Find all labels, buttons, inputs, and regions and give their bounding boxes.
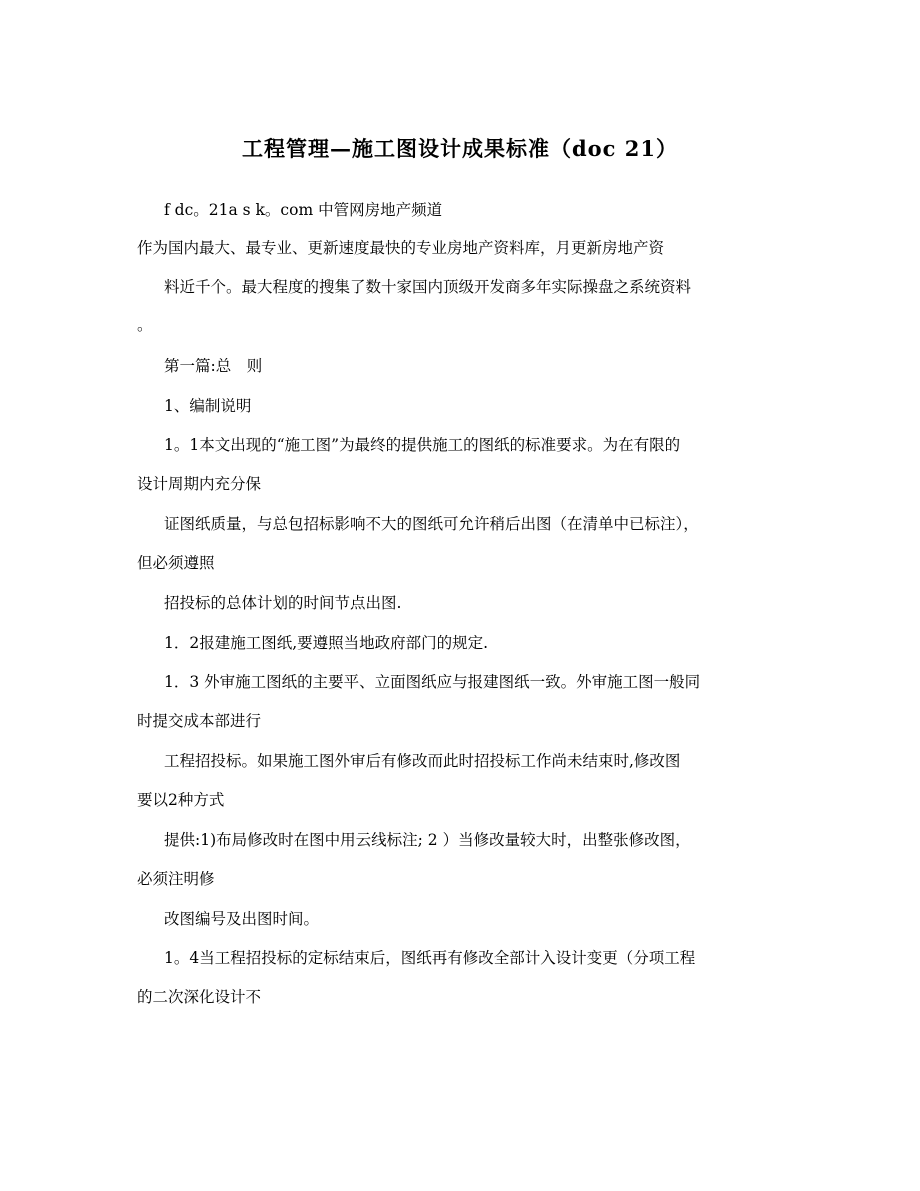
text-line: 要以2种方式 [137,791,225,809]
text-line: 作为国内最大、最专业、更新速度最快的专业房地产资料库，月更新房地产资 [137,239,665,257]
document-title: 工程管理—施工图设计成果标准（doc 21） [241,136,678,161]
text-line: 改图编号及出图时间。 [164,910,320,928]
text-line: f dc。21a s k。com 中管网房地产频道 [164,201,443,219]
text-line: 1、编制说明 [164,397,252,415]
text-line: 1。1本文出现的“施工图”为最终的提供施工的图纸的标准要求。为在有限的 [164,436,681,454]
text-line: 。 [137,316,153,334]
text-line: 的二次深化设计不 [137,988,262,1006]
text-line: 时提交成本部进行 [137,712,262,730]
text-line: 1．3 外审施工图纸的主要平、立面图纸应与报建图纸一致。外审施工图一般同 [164,673,701,691]
text-line: 1．2报建施工图纸,要遵照当地政府部门的规定. [164,634,489,652]
text-line: 工程招投标。如果施工图外审后有修改而此时招投标工作尚未结束时,修改图 [164,752,681,770]
text-line: 1。4当工程招投标的定标结束后，图纸再有修改全部计入设计变更（分项工程 [164,949,696,967]
text-line: 料近千个。最大程度的搜集了数十家国内顶级开发商多年实际操盘之系统资料 [164,278,692,296]
text-line: 必须注明修 [137,870,215,888]
text-line: 提供:1)布局修改时在图中用云线标注; 2 ）当修改量较大时，出整张修改图， [164,831,691,849]
text-line: 证图纸质量，与总包招标影响不大的图纸可允许稍后出图（在清单中已标注）， [164,515,699,533]
text-line: 第一篇:总 则 [164,357,263,375]
text-line: 招投标的总体计划的时间节点出图. [164,594,402,612]
text-line: 设计周期内充分保 [137,475,262,493]
text-line: 但必须遵照 [137,554,215,572]
